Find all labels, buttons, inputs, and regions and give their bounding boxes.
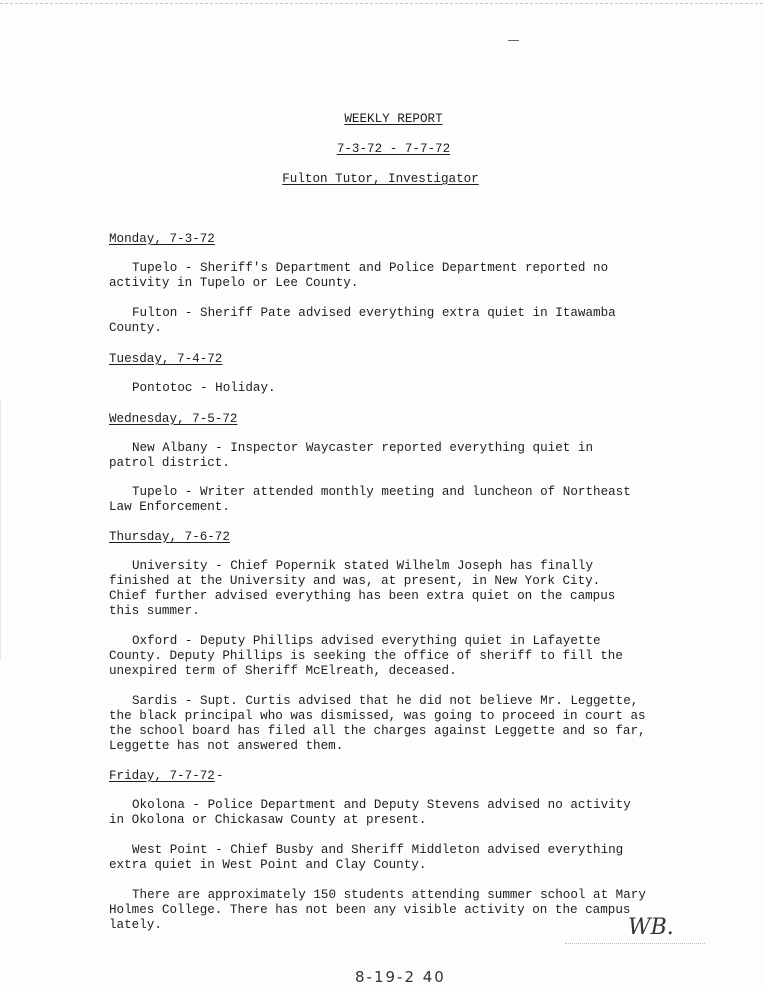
paragraph-tupelo-monday: Tupelo - Sheriff's Department and Police Department reported no activity in Tupelo or Lee County. — [109, 261, 609, 290]
paragraph-west-point: West Point - Chief Busby and Sheriff Middleton advised everything extra quiet in West Point and Clay County. — [109, 843, 624, 872]
report-title: WEEKLY REPORT — [344, 112, 443, 126]
report-dates: 7-3-72 - 7-7-72 — [336, 142, 451, 156]
day-heading-monday: Monday, 7-3-72 — [109, 232, 215, 246]
paragraph-sardis: Sardis - Supt. Curtis advised that he did not believe Mr. Leggette, the black principal who was dismissed, was going to proceed in court as the school board has filed all the charges against Leggette and so far, Leggette has not answered them. — [109, 694, 646, 753]
paragraph-tupelo-wednesday: Tupelo - Writer attended monthly meeting and luncheon of Northeast Law Enforcement. — [109, 485, 631, 514]
paragraph-university: University - Chief Popernik stated Wilhelm Joseph has finally finished at the University and was, at present, in New York City. Chief further advised everything has been extra quiet on the campus this summer. — [109, 559, 616, 618]
signature-dots — [565, 943, 705, 944]
handwritten-file-number: 8-19-2 40 — [355, 968, 446, 986]
paragraph-okolona: Okolona - Police Department and Deputy Stevens advised no activity in Okolona or Chickasaw County at present. — [109, 798, 631, 827]
day-heading-tuesday: Tuesday, 7-4-72 — [109, 352, 223, 366]
stray-mark — [508, 40, 519, 41]
paragraph-new-albany: New Albany - Inspector Waycaster reported everything quiet in patrol district. — [109, 441, 594, 470]
paragraph-fulton: Fulton - Sheriff Pate advised everything extra quiet in Itawamba County. — [109, 306, 616, 335]
day-heading-wednesday: Wednesday, 7-5-72 — [109, 412, 238, 426]
handwritten-initials: WB. — [628, 915, 674, 940]
paragraph-oxford: Oxford - Deputy Phillips advised everything quiet in Lafayette County. Deputy Phillips is seeking the office of sheriff to fill the unexpired term of Sheriff McElreath, deceased. — [109, 634, 623, 678]
left-edge-line — [0, 400, 1, 660]
day-heading-friday: Friday, 7-7-72 — [109, 769, 215, 783]
paragraph-mary-holmes: There are approximately 150 students attending summer school at Mary Holmes College. There has not been any visible activity on the campus lately. — [109, 888, 646, 932]
day-heading-friday-suffix: - — [216, 769, 224, 783]
day-heading-thursday: Thursday, 7-6-72 — [109, 530, 230, 544]
top-edge-line — [0, 3, 763, 4]
investigator-name: Fulton Tutor, Investigator — [282, 172, 479, 186]
paragraph-pontotoc: Pontotoc - Holiday. — [132, 381, 276, 395]
